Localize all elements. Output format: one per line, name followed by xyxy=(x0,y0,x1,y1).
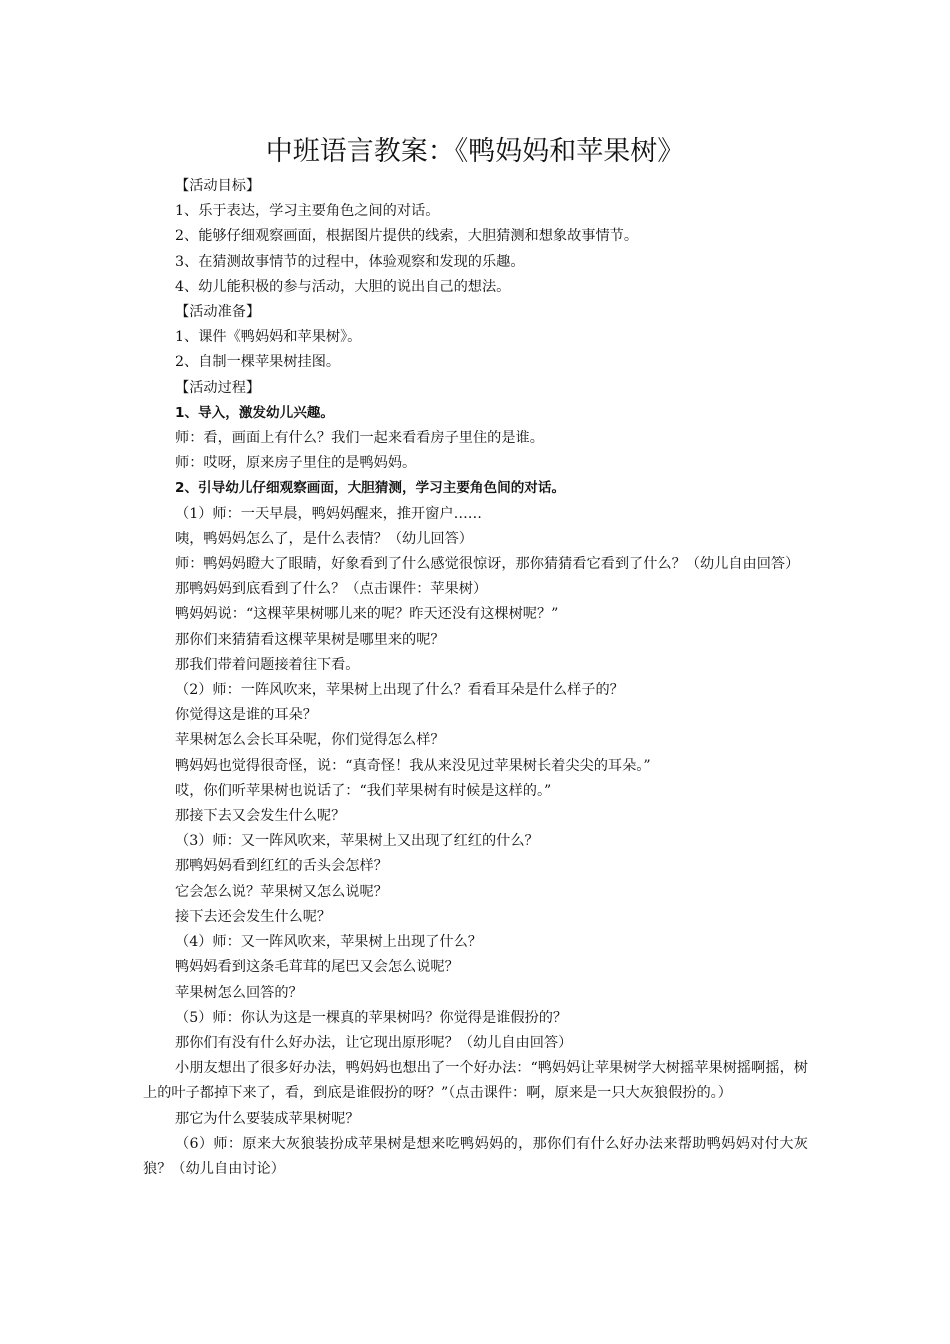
document-body xyxy=(143,174,808,1182)
paragraph: （5）师：你认为这是一棵真的苹果树吗？你觉得是谁假扮的？ xyxy=(175,1009,568,1026)
paragraph: （4）师：又一阵风吹来，苹果树上出现了什么？ xyxy=(175,934,482,951)
paragraph: （3）师：又一阵风吹来，苹果树上又出现了红红的什么？ xyxy=(175,833,539,850)
document-title: 中班语言教案：《鸭妈妈和苹果树》 xyxy=(265,136,685,167)
paragraph: 那我们带着问题接着往下看。 xyxy=(175,656,360,673)
paragraph: 那鸭妈妈到底看到了什么？（点击课件：苹果树） xyxy=(175,581,488,598)
paragraph: 那鸭妈妈看到红红的舌头会怎样？ xyxy=(175,858,388,875)
paragraph: 1、乐于表达，学习主要角色之间的对话。 xyxy=(175,203,440,220)
paragraph: 2、引导幼儿仔细观察画面，大胆猜测，学习主要角色间的对话。 xyxy=(175,480,566,497)
paragraph: 你觉得这是谁的耳朵？ xyxy=(175,707,317,724)
paragraph: 那接下去又会发生什么呢？ xyxy=(175,808,346,825)
paragraph: 1、课件《鸭妈妈和苹果树》。 xyxy=(175,329,362,346)
paragraph: 鸭妈妈看到这条毛茸茸的尾巴又会怎么说呢？ xyxy=(175,959,459,976)
paragraph: 师：哎呀，原来房子里住的是鸭妈妈。 xyxy=(175,455,417,472)
paragraph: 苹果树怎么回答的？ xyxy=(175,984,303,1001)
paragraph: 咦，鸭妈妈怎么了，是什么表情？（幼儿回答） xyxy=(175,530,473,547)
paragraph: 鸭妈妈说：“这棵苹果树哪儿来的呢？昨天还没有这棵树呢？” xyxy=(175,606,559,623)
paragraph: 师：鸭妈妈瞪大了眼睛，好象看到了什么感觉很惊讶，那你猜猜看它看到了什么？（幼儿自由回答） xyxy=(175,556,800,573)
paragraph: 【活动过程】 xyxy=(175,379,261,396)
paragraph: 鸭妈妈也觉得很奇怪，说：“真奇怪！我从来没见过苹果树长着尖尖的耳朵。” xyxy=(175,757,651,774)
paragraph: 小朋友想出了很多好办法，鸭妈妈也想出了一个好办法：“鸭妈妈让苹果树学大树摇苹果树摇啊摇，树上的叶子都掉下来了，看，到底是谁假扮的呀？”（点击课件：啊，原来是一只大灰狼假扮的。） xyxy=(143,1060,808,1102)
paragraph: 那你们有没有什么好办法，让它现出原形呢？（幼儿自由回答） xyxy=(175,1034,573,1051)
paragraph: 哎，你们听苹果树也说话了：“我们苹果树有时候是这样的。” xyxy=(175,782,552,799)
paragraph: （1）师：一天早晨，鸭妈妈醒来，推开窗户…… xyxy=(175,505,482,522)
paragraph: 4、幼儿能积极的参与活动，大胆的说出自己的想法。 xyxy=(175,278,511,295)
paragraph: 苹果树怎么会长耳朵呢，你们觉得怎么样？ xyxy=(175,732,445,749)
paragraph: 接下去还会发生什么呢？ xyxy=(175,908,332,925)
paragraph: 师：看，画面上有什么？我们一起来看看房子里住的是谁。 xyxy=(175,430,544,447)
paragraph: 它会怎么说？苹果树又怎么说呢？ xyxy=(175,883,388,900)
paragraph: 2、能够仔细观察画面，根据图片提供的线索，大胆猜测和想象故事情节。 xyxy=(175,228,639,245)
paragraph: 2、自制一棵苹果树挂图。 xyxy=(175,354,341,371)
paragraph: （2）师：一阵风吹来，苹果树上出现了什么？看看耳朵是什么样子的？ xyxy=(175,682,624,699)
paragraph: 那它为什么要装成苹果树呢？ xyxy=(175,1110,360,1127)
paragraph: 1、导入，激发幼儿兴趣。 xyxy=(175,404,334,421)
paragraph: 3、在猜测故事情节的过程中，体验观察和发现的乐趣。 xyxy=(175,253,525,270)
paragraph: 那你们来猜猜看这棵苹果树是哪里来的呢？ xyxy=(175,631,445,648)
paragraph: （6）师：原来大灰狼装扮成苹果树是想来吃鸭妈妈的，那你们有什么好办法来帮助鸭妈妈对付大灰狼？（幼儿自由讨论） xyxy=(143,1135,808,1177)
paragraph: 【活动目标】 xyxy=(175,178,261,194)
paragraph: 【活动准备】 xyxy=(175,304,261,321)
